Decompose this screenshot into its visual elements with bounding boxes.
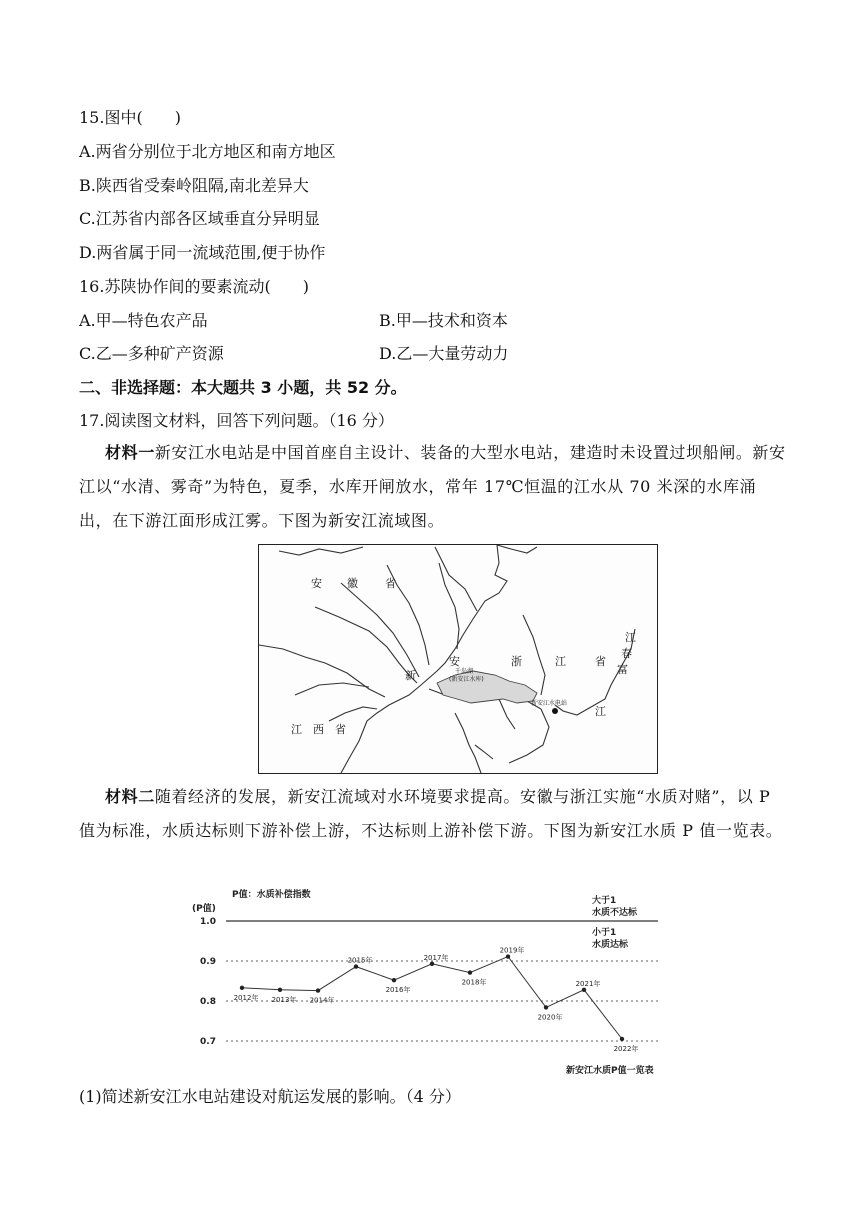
map-label-qiandaohu-reservoir: (新安江水库) [449, 676, 484, 683]
threshold-below-2: 水质达标 [592, 940, 629, 950]
material-one [79, 436, 789, 538]
map-label-fuchun-1: 江 [625, 631, 636, 644]
data-point-2013年 [278, 988, 282, 992]
q15-option-b: B.陕西省受秦岭阻隔,南北差异大 [79, 176, 309, 195]
section-heading: 二、非选择题：本大题共 3 小题，共 52 分。 [79, 378, 407, 397]
q15-stem: 15.图中( ) [79, 108, 181, 127]
map-label-zhejiang-1: 浙 [511, 655, 522, 668]
map-label-zhejiang-3: 省 [595, 655, 606, 668]
y-tick-label: 0.9 [200, 957, 216, 967]
xinanjiang-basin-map [258, 544, 658, 774]
map-label-zhejiang-2: 江 [555, 655, 566, 668]
map-svg [259, 545, 657, 773]
x-category-label: 2013年 [271, 995, 297, 1004]
q16-option-d: D.乙—大量劳动力 [379, 344, 509, 363]
chart-ylabel: (P值) [192, 904, 216, 914]
threshold-above-1: 大于1 [592, 896, 617, 906]
map-label-jiangxi: 江 西 省 [291, 723, 346, 736]
map-label-anhui-2: 徽 [347, 577, 358, 590]
x-category-label: 2017年 [423, 953, 449, 962]
q16-option-a: A.甲—特色农产品 [79, 311, 208, 330]
data-point-2020年 [544, 1005, 548, 1009]
data-point-2021年 [582, 988, 586, 992]
data-point-2018年 [468, 970, 472, 974]
map-label-qiandaohu: 千岛湖 [455, 668, 474, 675]
data-point-2019年 [506, 954, 510, 958]
q16-stem: 16.苏陕协作间的要素流动( ) [79, 277, 309, 296]
chart-caption: 新安江水质P值一览表 [566, 1066, 654, 1076]
q16-option-c: C.乙—多种矿产资源 [79, 344, 224, 363]
material-two-label: 材料二 [105, 787, 155, 806]
chart-title: P值：水质补偿指数 [232, 890, 311, 900]
x-category-label: 2015年 [347, 956, 373, 965]
x-category-label: 2019年 [499, 946, 525, 955]
map-label-station: 新安江水电站 [531, 700, 568, 707]
hydropower-station-marker [552, 708, 558, 714]
q17-sub1: (1)简述新安江水电站建设对航运发展的影响。（4 分） [79, 1087, 461, 1106]
q17-stem: 17.阅读图文材料，回答下列问题。（16 分） [79, 411, 394, 430]
data-point-2015年 [354, 964, 358, 968]
data-point-2012年 [240, 986, 244, 990]
x-category-label: 2021年 [575, 979, 601, 988]
map-label-jiang: 江 [595, 705, 606, 718]
material-one-text: 新安江水电站是中国首座自主设计、装备的大型水电站，建造时未设置过坝船闸。新安江以“水清、雾奇”为特色，夏季，水库开闸放水，常年 17℃恒温的江水从 70 米深的水库涌出，在下游江面形成江雾。下图为新安江流域图。 [79, 443, 786, 530]
data-point-2022年 [620, 1037, 624, 1041]
x-category-label: 2022年 [613, 1045, 639, 1053]
x-category-label: 2012年 [233, 993, 259, 1002]
x-category-label: 2020年 [537, 1013, 563, 1022]
y-tick-label: 0.8 [200, 997, 216, 1007]
threshold-below-1: 小于1 [592, 928, 617, 938]
q15-option-c: C.江苏省内部各区域垂直分异明显 [79, 209, 320, 228]
data-point-2016年 [392, 978, 396, 982]
p-value-series-line [242, 957, 622, 1039]
x-category-label: 2018年 [461, 978, 487, 987]
material-two-text: 随着经济的发展，新安江流域对水环境要求提高。安徽与浙江实施“水质对赌”，以 P 值为标准，水质达标则下游补偿上游，不达标则上游补偿下游。下图为新安江水质 P 值一览表。 [79, 787, 783, 840]
map-label-an: 安 [449, 655, 460, 668]
data-point-2014年 [316, 988, 320, 992]
material-one-label: 材料一 [105, 443, 155, 462]
q15-option-d: D.两省属于同一流域范围,便于协作 [79, 243, 326, 262]
map-label-fuchun-2: 春 [621, 647, 632, 660]
map-label-fuchun-3: 富 [617, 663, 628, 676]
q15-option-a: A.两省分别位于北方地区和南方地区 [79, 142, 336, 161]
q16-option-b: B.甲—技术和资本 [379, 311, 508, 330]
data-point-2017年 [430, 962, 434, 966]
y-tick-label: 0.7 [200, 1037, 216, 1047]
p-value-chart-svg [180, 885, 680, 1080]
threshold-above-2: 水质不达标 [592, 908, 638, 918]
material-two [79, 780, 789, 848]
map-label-anhui-3: 省 [385, 577, 396, 590]
p-value-chart [180, 885, 680, 1080]
map-label-xin: 新 [405, 669, 416, 682]
map-label-anhui-1: 安 [311, 577, 322, 590]
y-tick-label: 1.0 [200, 917, 216, 927]
x-category-label: 2016年 [385, 986, 411, 995]
x-category-label: 2014年 [309, 996, 335, 1005]
